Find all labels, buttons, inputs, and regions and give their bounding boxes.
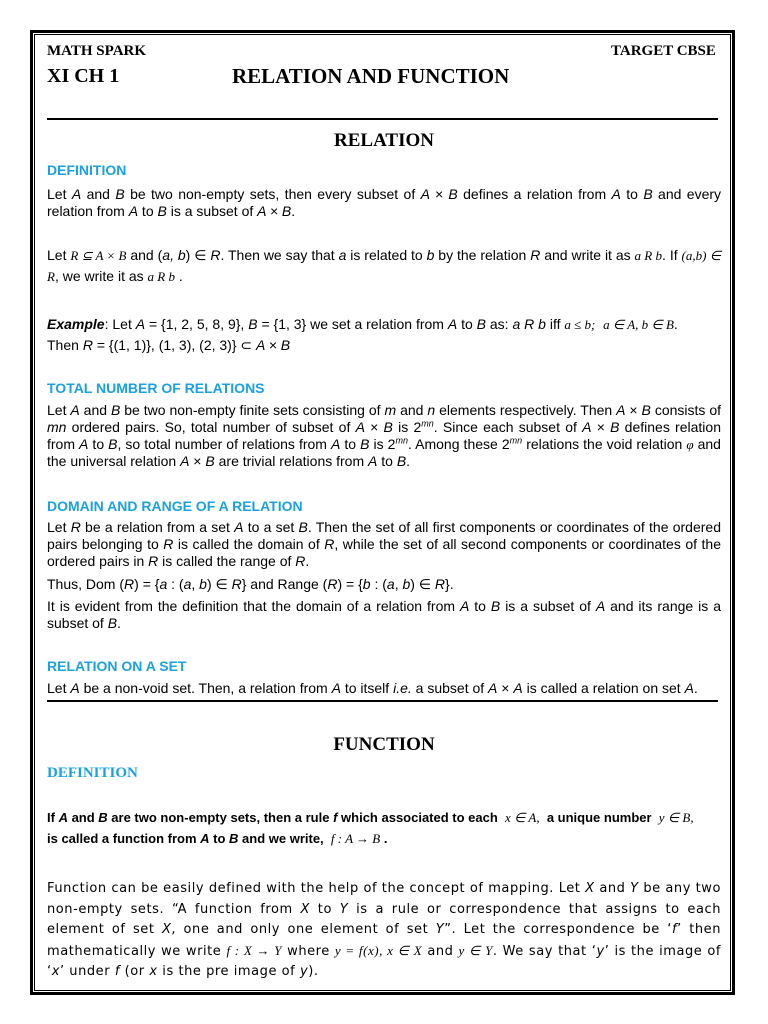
definition-paragraph-2: Let R ⊆ A × B and (a, b) ∈ R. Then we say that a is related to b by the relation R and write it as a R b. If (a,b) ∈ R, we write it as a R b . [47, 247, 722, 284]
header-target: TARGET CBSE [611, 43, 716, 59]
domain-range-paragraph: Let R be a relation from a set A to a set B. Then the set of all first components or coordinates of the ordered pairs belonging to R is called the domain of R, while the set of all second components or coordinates of the ordered pairs in R is called the range of R. [47, 519, 721, 569]
dom-range-formula: Thus, Dom (R) = {a : (a, b) ∈ R} and Range (R) = {b : (a, b) ∈ R}. [47, 576, 454, 592]
definition-paragraph-1: Let A and B be two non-empty sets, then every subset of A × B defines a relation from A to B and every relation from A to B is a subset of A × B. [47, 186, 722, 219]
total-relations-paragraph: Let A and B be two non-empty finite sets consisting of m and n elements respectively. Then A × B consists of mn ordered pairs. So, total number of subset of A × B is $2^{mn}$. Since each subset of A × B defines relation from A to B, so total number of relations from A to B is $2^{mn}$. Among these $2^{mn}$ relations the void relation φ and the universal relation A × B are trivial relations from A to B. [47, 402, 722, 469]
heading-function-definition: DEFINITION [47, 765, 138, 781]
section-title-relation: RELATION [334, 130, 434, 151]
domain-subset-paragraph: It is evident from the definition that the domain of a relation from A to B is a subset of A and its range is a subset of B. [47, 598, 721, 631]
header-divider [47, 118, 718, 120]
example-paragraph: Example: Let A = {1, 2, 5, 8, 9}, B = {1, 3} we set a relation from A to B as: a R b iff a ≤ b; a ∈ A, b ∈ B. Then R = {(1, 1)}, (1, 3), (2, 3)} ⊂ A × B [47, 316, 678, 353]
section-title-function: FUNCTION [333, 734, 435, 755]
heading-definition: DEFINITION [47, 162, 127, 178]
page-title: RELATION AND FUNCTION [232, 64, 510, 88]
relation-on-set-paragraph: Let A be a non-void set. Then, a relation from A to itself i.e. a subset of A × A is called a relation on set A. [47, 680, 698, 696]
heading-total-relations: TOTAL NUMBER OF RELATIONS [47, 380, 265, 396]
header-chapter: XI CH 1 [47, 65, 120, 87]
function-mapping-paragraph: Function can be easily defined with the help of the concept of mapping. Let X and Y be any two non-empty sets. “A function from X to Y is a rule or correspondence that assigns to each element of set X, one and only one element of set Y”. Let the correspondence be ‘f’ then mathematically we write f : X → Y where y = f(x), x ∈ X and y ∈ Y. We say that ‘y’ is the image of ‘x’ under f (or x is the pre image of y). [47, 881, 722, 979]
heading-domain-range: DOMAIN AND RANGE OF A RELATION [47, 498, 303, 514]
heading-relation-on-set: RELATION ON A SET [47, 658, 187, 674]
header-brand: MATH SPARK [47, 43, 147, 59]
function-definition-paragraph: If A and B are two non-empty sets, then a rule f which associated to each x ∈ A, a unique number y ∈ B, is called a function from A to B and we write, f : A → B . [47, 810, 694, 846]
section-divider [47, 700, 718, 702]
